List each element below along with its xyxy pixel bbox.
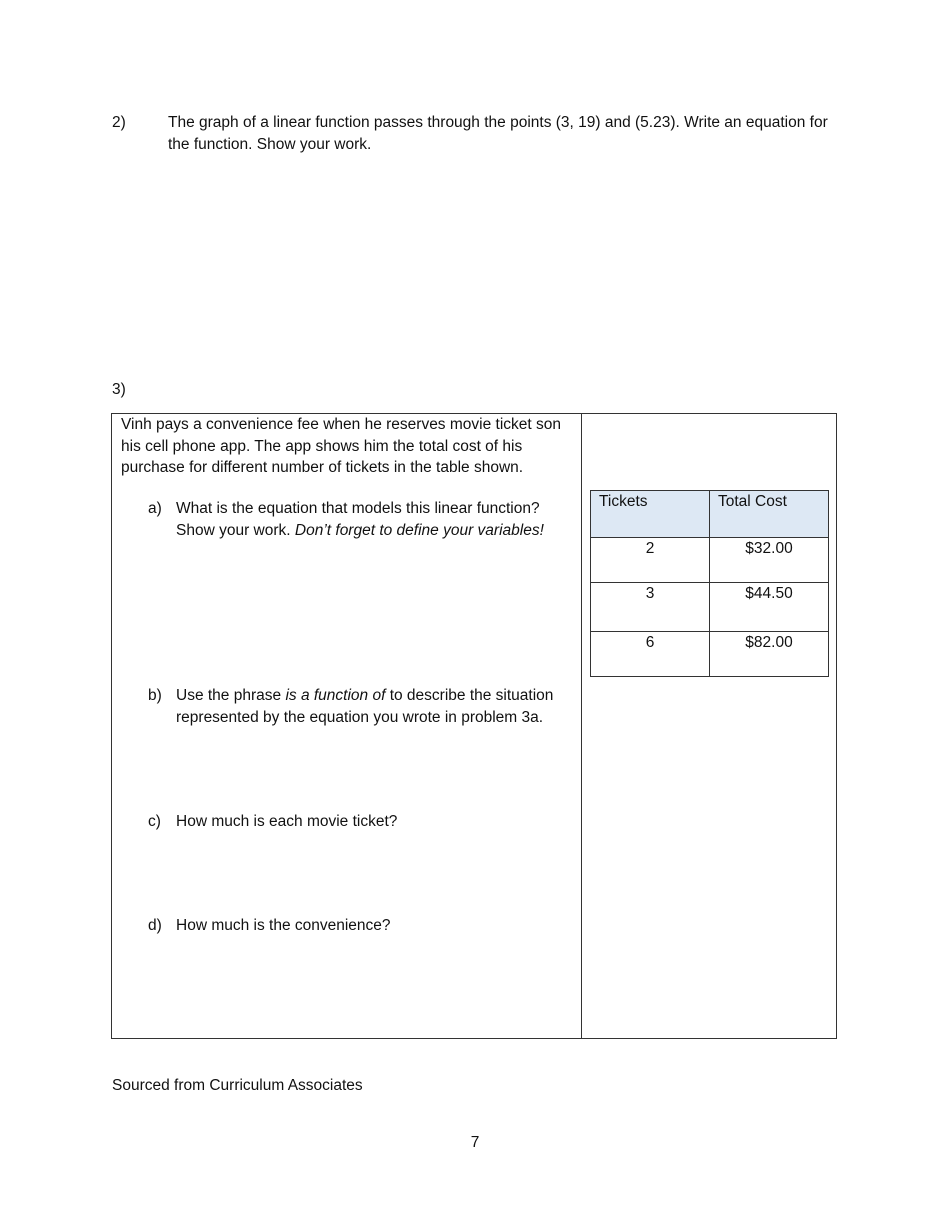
table-cell: 2 bbox=[591, 538, 710, 583]
part-b-pre: Use the phrase bbox=[176, 687, 282, 704]
table-cell: 6 bbox=[591, 632, 710, 677]
part-a-body bbox=[176, 498, 576, 541]
tickets-cost-table bbox=[590, 490, 829, 677]
table-header-row bbox=[591, 491, 829, 538]
part-c-text: How much is each movie ticket? bbox=[176, 813, 398, 830]
part-d-letter: d) bbox=[148, 917, 162, 934]
part-a-text: What is the equation that models this linear function? Show your work. bbox=[176, 500, 540, 539]
source-credit: Sourced from Curriculum Associates bbox=[112, 1077, 363, 1094]
part-a-letter: a) bbox=[148, 500, 162, 517]
part-b-body bbox=[176, 685, 576, 728]
part-b-post: to describe the situation represented by the equation you wrote in problem 3a. bbox=[176, 687, 554, 726]
table-cell: $82.00 bbox=[710, 632, 829, 677]
question-3-box bbox=[111, 413, 837, 1039]
table-header-tickets: Tickets bbox=[591, 491, 710, 538]
part-c-letter: c) bbox=[148, 813, 161, 830]
table-row bbox=[591, 538, 829, 583]
part-b-emphasis: is a function of bbox=[285, 687, 386, 704]
table-cell: $44.50 bbox=[710, 583, 829, 632]
question-2-number: 2) bbox=[112, 114, 126, 131]
page-number: 7 bbox=[470, 1134, 480, 1151]
question-3-intro: Vinh pays a convenience fee when he reserves movie ticket son his cell phone app. The app shows him the total cost of his purchase for different number of tickets in the table shown. bbox=[121, 416, 561, 476]
table-header-total-cost: Total Cost bbox=[710, 491, 829, 538]
table-row bbox=[591, 632, 829, 677]
question-3-number: 3) bbox=[112, 381, 126, 398]
part-b-letter: b) bbox=[148, 687, 162, 704]
table-cell: 3 bbox=[591, 583, 710, 632]
part-a-emphasis: Don’t forget to define your variables! bbox=[294, 521, 544, 539]
question-2-text: The graph of a linear function passes through the points (3, 19) and (5.23). Write an equation for the function. Show your work. bbox=[168, 114, 828, 153]
table-cell: $32.00 bbox=[710, 538, 829, 583]
column-divider bbox=[581, 414, 582, 1038]
table-row bbox=[591, 583, 829, 632]
part-d-text: How much is the convenience? bbox=[176, 917, 391, 934]
